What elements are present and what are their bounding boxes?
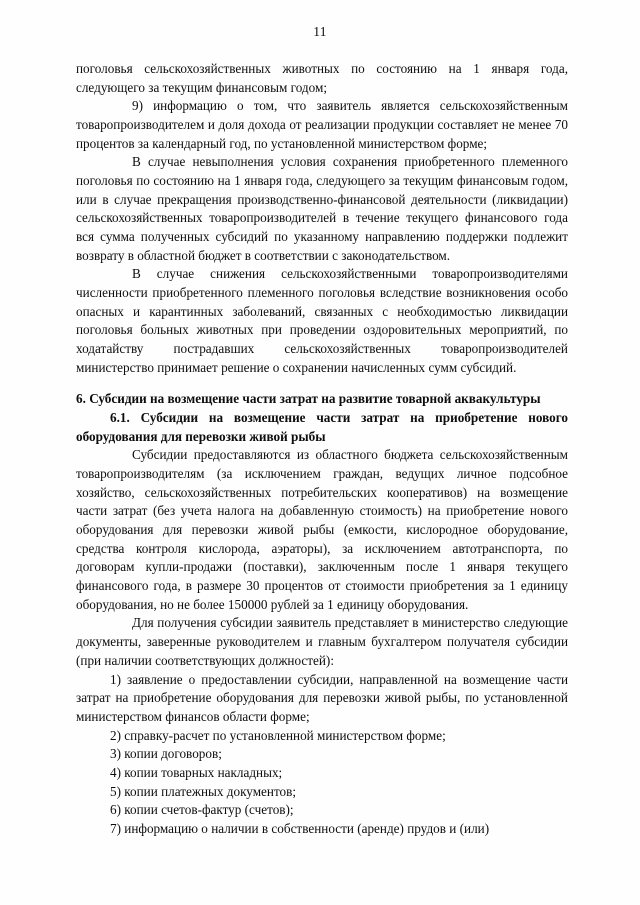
subsection-heading-6-1: 6.1. Субсидии на возмещение части затрат на приобретение нового оборудования для перевозки живой рыбы bbox=[76, 410, 568, 444]
paragraph-noncompliance: В случае невыполнения условия сохранения приобретенного племенного поголовья по состоянию на 1 января года, следующего за текущим финансовым годом, или в случае прекращения производственно-финансовой деятельности (ликвидации) сельскохозяйственных товаропроизводителей в течение текущего финансового года вся сумма полученных субсидий по указанному направлению поддержки подлежит возврату в областной бюджет в соответствии с законодательством. bbox=[76, 154, 568, 263]
list-item: 7) информацию о наличии в собственности (аренде) прудов и (или) bbox=[110, 820, 490, 836]
list-item: 1) заявление о предоставлении субсидии, направленной на возмещение части затрат на приобретение оборудования для перевозки живой рыбы, по установленной министерством финансов области форме; bbox=[76, 671, 568, 724]
list-item: 5) копии платежных документов; bbox=[110, 783, 297, 799]
list-item: 6) копии счетов-фактур (счетов); bbox=[110, 802, 294, 818]
list-item: 4) копии товарных накладных; bbox=[110, 764, 283, 780]
paragraph-item-9: 9) информацию о том, что заявитель является сельскохозяйственным товаропроизводителем и доля дохода от реализации продукции составляет не менее 70 процентов за календарный год, по установленной министерством форме; bbox=[76, 98, 568, 151]
paragraph-required-documents-intro: Для получения субсидии заявитель представляет в министерство следующие документы, заверенные руководителем и главным бухгалтером получателя субсидии (при наличии соответствующих должностей): bbox=[76, 615, 568, 668]
list-item: 2) справку-расчет по установленной министерством форме; bbox=[110, 727, 446, 743]
paragraph-subsidy-terms: Субсидии предоставляются из областного бюджета сельскохозяйственным товаропроизводителям (за исключением граждан, ведущих личное подсобное хозяйство, сельскохозяйственных потребительских кооперативов) на возмещение части затрат (без учета налога на добавленную стоимость) на приобретение нового оборудования для перевозки живой рыбы (емкости, кислородное оборудование, средства контроля кислорода, аэраторы), за исключением автотранспорта, по договорам купли-продажи (поставки), заключенным после 1 января текущего финансового года, в размере 30 процентов от стоимости приобретения за 1 единицу оборудования, но не более 150000 рублей за 1 единицу оборудования. bbox=[76, 447, 568, 612]
section-heading-6: 6. Субсидии на возмещение части затрат на развитие товарной аквакультуры bbox=[76, 391, 541, 407]
document-body bbox=[76, 60, 568, 839]
list-item: 3) копии договоров; bbox=[110, 746, 222, 762]
paragraph-reduction: В случае снижения сельскохозяйственными товаропроизводителями численности приобретенного племенного поголовья вследствие возникновения особо опасных и карантинных заболеваний, связанных с необходимостью ликвидации поголовья больных животных при проведении оздоровительных мероприятий, по ходатайству пострадавших сельскохозяйственных товаропроизводителей министерство принимает решение о сохранении начисленных сумм субсидий. bbox=[76, 266, 568, 375]
paragraph-continuation: поголовья сельскохозяйственных животных по состоянию на 1 января года, следующего за текущим финансовым годом; bbox=[76, 61, 568, 95]
page-number: 11 bbox=[313, 24, 327, 39]
